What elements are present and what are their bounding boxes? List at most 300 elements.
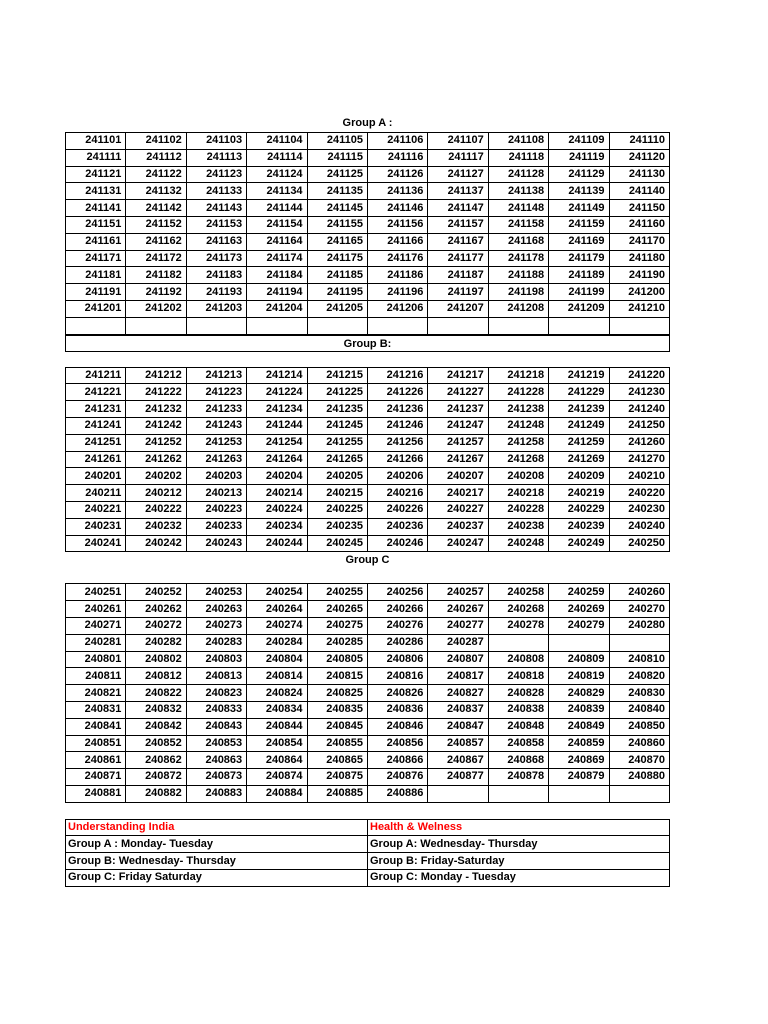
roll-number-cell: 241176 <box>367 250 427 267</box>
roll-number-cell: 240250 <box>609 535 669 552</box>
roll-number-cell: 241174 <box>247 250 307 267</box>
roll-number-cell: 241192 <box>126 284 186 301</box>
roll-number-cell <box>609 785 669 802</box>
roll-number-cell: 240878 <box>488 769 548 786</box>
roll-number-cell: 240836 <box>367 701 427 718</box>
roll-number-cell: 240823 <box>186 685 246 702</box>
group-b-body <box>66 367 670 552</box>
roll-number-cell: 240876 <box>367 769 427 786</box>
roll-number-cell: 241166 <box>367 233 427 250</box>
roll-number-cell: 241172 <box>126 250 186 267</box>
roll-number-cell <box>549 317 609 334</box>
roll-number-cell: 241266 <box>367 451 427 468</box>
roll-number-cell: 241168 <box>488 233 548 250</box>
table-row <box>66 752 670 769</box>
roll-number-cell: 241233 <box>186 401 246 418</box>
roll-number-cell: 240847 <box>428 718 488 735</box>
roll-number-cell: 241259 <box>549 434 609 451</box>
roll-number-cell: 240840 <box>609 701 669 718</box>
roll-number-cell: 240849 <box>549 718 609 735</box>
roll-number-cell: 241260 <box>609 434 669 451</box>
roll-number-cell: 240253 <box>186 584 246 601</box>
roll-number-cell: 241167 <box>428 233 488 250</box>
roll-number-cell <box>307 317 367 334</box>
roll-number-cell: 241163 <box>186 233 246 250</box>
roll-number-cell: 240872 <box>126 769 186 786</box>
roll-number-cell: 240831 <box>66 701 126 718</box>
roll-number-cell: 240877 <box>428 769 488 786</box>
table-row <box>66 485 670 502</box>
roll-number-cell: 241182 <box>126 267 186 284</box>
roll-number-cell: 240802 <box>126 651 186 668</box>
understanding-india-header: Understanding India <box>66 819 368 836</box>
roll-number-cell: 240806 <box>367 651 427 668</box>
roll-number-cell: 241123 <box>186 166 246 183</box>
roll-number-cell: 240281 <box>66 634 126 651</box>
roll-number-cell: 240268 <box>488 601 548 618</box>
roll-number-cell: 241243 <box>186 417 246 434</box>
roll-number-cell: 240243 <box>186 535 246 552</box>
roll-number-cell: 240874 <box>247 769 307 786</box>
roll-number-cell: 240228 <box>488 501 548 518</box>
roll-number-cell: 240266 <box>367 601 427 618</box>
roll-number-cell: 241147 <box>428 200 488 217</box>
table-row <box>66 785 670 802</box>
roll-number-cell: 240203 <box>186 468 246 485</box>
schedule-cell: Group C: Friday Saturday <box>66 870 368 887</box>
table-row <box>66 769 670 786</box>
schedule-row <box>66 853 670 870</box>
table-row <box>66 300 670 317</box>
roll-number-cell: 240821 <box>66 685 126 702</box>
roll-number-cell: 240277 <box>428 617 488 634</box>
roll-number-cell: 240252 <box>126 584 186 601</box>
roll-number-cell: 240815 <box>307 668 367 685</box>
roll-number-cell <box>66 317 126 334</box>
spreadsheet <box>65 115 670 887</box>
roll-number-cell: 240207 <box>428 468 488 485</box>
schedule-table <box>65 819 670 887</box>
roll-number-cell: 241262 <box>126 451 186 468</box>
roll-number-cell: 240885 <box>307 785 367 802</box>
roll-number-cell: 240818 <box>488 668 548 685</box>
roll-number-cell: 241144 <box>247 200 307 217</box>
roll-number-cell: 240853 <box>186 735 246 752</box>
roll-number-cell: 240260 <box>609 584 669 601</box>
roll-number-cell: 241261 <box>66 451 126 468</box>
roll-number-cell: 241208 <box>488 300 548 317</box>
roll-number-cell: 241151 <box>66 216 126 233</box>
roll-number-cell: 240283 <box>186 634 246 651</box>
roll-number-cell <box>488 634 548 651</box>
roll-number-cell: 241201 <box>66 300 126 317</box>
roll-number-cell: 241153 <box>186 216 246 233</box>
roll-number-cell: 240861 <box>66 752 126 769</box>
roll-number-cell: 240866 <box>367 752 427 769</box>
roll-number-cell: 240284 <box>247 634 307 651</box>
roll-number-cell: 240862 <box>126 752 186 769</box>
roll-number-cell: 240242 <box>126 535 186 552</box>
table-row <box>66 317 670 334</box>
roll-number-cell: 240880 <box>609 769 669 786</box>
roll-number-cell: 240804 <box>247 651 307 668</box>
roll-number-cell: 240875 <box>307 769 367 786</box>
table-row <box>66 501 670 518</box>
roll-number-cell: 241135 <box>307 183 367 200</box>
group-a-body <box>66 133 670 335</box>
roll-number-cell: 240206 <box>367 468 427 485</box>
roll-number-cell: 241194 <box>247 284 307 301</box>
roll-number-cell: 241137 <box>428 183 488 200</box>
roll-number-cell: 240851 <box>66 735 126 752</box>
roll-number-cell: 240237 <box>428 518 488 535</box>
roll-number-cell: 241193 <box>186 284 246 301</box>
table-row <box>66 535 670 552</box>
roll-number-cell: 241104 <box>247 133 307 150</box>
roll-number-cell <box>549 785 609 802</box>
roll-number-cell: 240269 <box>549 601 609 618</box>
roll-number-cell: 240222 <box>126 501 186 518</box>
table-row <box>66 584 670 601</box>
roll-number-cell: 240227 <box>428 501 488 518</box>
roll-number-cell: 240261 <box>66 601 126 618</box>
roll-number-cell: 240854 <box>247 735 307 752</box>
roll-number-cell: 240867 <box>428 752 488 769</box>
roll-number-cell: 240258 <box>488 584 548 601</box>
table-row <box>66 601 670 618</box>
roll-number-cell: 241258 <box>488 434 548 451</box>
roll-number-cell: 240833 <box>186 701 246 718</box>
roll-number-cell: 241269 <box>549 451 609 468</box>
roll-number-cell: 241223 <box>186 384 246 401</box>
roll-number-cell: 241203 <box>186 300 246 317</box>
roll-number-cell: 240883 <box>186 785 246 802</box>
roll-number-cell: 241159 <box>549 216 609 233</box>
group-b-table <box>65 367 670 553</box>
schedule-cell: Group B: Friday-Saturday <box>368 853 670 870</box>
roll-number-cell: 241177 <box>428 250 488 267</box>
roll-number-cell: 240274 <box>247 617 307 634</box>
roll-number-cell: 241200 <box>609 284 669 301</box>
roll-number-cell: 240214 <box>247 485 307 502</box>
roll-number-cell: 241235 <box>307 401 367 418</box>
table-row <box>66 468 670 485</box>
roll-number-cell: 241204 <box>247 300 307 317</box>
roll-number-cell: 241112 <box>126 149 186 166</box>
roll-number-cell: 241212 <box>126 367 186 384</box>
roll-number-cell: 240809 <box>549 651 609 668</box>
roll-number-cell: 241257 <box>428 434 488 451</box>
group-a-title: Group A : <box>342 117 393 129</box>
roll-number-cell: 240279 <box>549 617 609 634</box>
roll-number-cell: 241264 <box>247 451 307 468</box>
table-row <box>66 267 670 284</box>
roll-number-cell: 241218 <box>488 367 548 384</box>
roll-number-cell: 240255 <box>307 584 367 601</box>
roll-number-cell: 240204 <box>247 468 307 485</box>
roll-number-cell: 240882 <box>126 785 186 802</box>
roll-number-cell: 241148 <box>488 200 548 217</box>
roll-number-cell: 241155 <box>307 216 367 233</box>
roll-number-cell: 241133 <box>186 183 246 200</box>
roll-number-cell: 240881 <box>66 785 126 802</box>
roll-number-cell: 240842 <box>126 718 186 735</box>
roll-number-cell: 241255 <box>307 434 367 451</box>
roll-number-cell: 241127 <box>428 166 488 183</box>
roll-number-cell: 241215 <box>307 367 367 384</box>
schedule-row <box>66 836 670 853</box>
spacer-row <box>65 352 670 367</box>
roll-number-cell: 241185 <box>307 267 367 284</box>
roll-number-cell: 241240 <box>609 401 669 418</box>
table-row <box>66 250 670 267</box>
roll-number-cell: 241128 <box>488 166 548 183</box>
roll-number-cell: 240231 <box>66 518 126 535</box>
roll-number-cell: 240827 <box>428 685 488 702</box>
roll-number-cell: 240245 <box>307 535 367 552</box>
roll-number-cell: 240224 <box>247 501 307 518</box>
roll-number-cell: 240276 <box>367 617 427 634</box>
roll-number-cell: 241117 <box>428 149 488 166</box>
roll-number-cell: 240209 <box>549 468 609 485</box>
roll-number-cell: 240287 <box>428 634 488 651</box>
schedule-cell: Group A : Monday- Tuesday <box>66 836 368 853</box>
roll-number-cell: 241146 <box>367 200 427 217</box>
roll-number-cell: 240841 <box>66 718 126 735</box>
roll-number-cell: 241158 <box>488 216 548 233</box>
roll-number-cell: 241139 <box>549 183 609 200</box>
roll-number-cell: 240828 <box>488 685 548 702</box>
group-c-title: Group C <box>345 554 390 567</box>
roll-number-cell: 241154 <box>247 216 307 233</box>
roll-number-cell: 240843 <box>186 718 246 735</box>
roll-number-cell: 240839 <box>549 701 609 718</box>
roll-number-cell: 241248 <box>488 417 548 434</box>
roll-number-cell: 241115 <box>307 149 367 166</box>
roll-number-cell: 241124 <box>247 166 307 183</box>
roll-number-cell: 240270 <box>609 601 669 618</box>
roll-number-cell: 241196 <box>367 284 427 301</box>
roll-number-cell: 240220 <box>609 485 669 502</box>
roll-number-cell: 241106 <box>367 133 427 150</box>
roll-number-cell: 240805 <box>307 651 367 668</box>
group-a-table <box>65 132 670 335</box>
roll-number-cell: 241187 <box>428 267 488 284</box>
table-row <box>66 149 670 166</box>
roll-number-cell: 241160 <box>609 216 669 233</box>
roll-number-cell: 241116 <box>367 149 427 166</box>
roll-number-cell: 240864 <box>247 752 307 769</box>
roll-number-cell: 240859 <box>549 735 609 752</box>
roll-number-cell: 240813 <box>186 668 246 685</box>
roll-number-cell: 240852 <box>126 735 186 752</box>
roll-number-cell: 240272 <box>126 617 186 634</box>
roll-number-cell: 240884 <box>247 785 307 802</box>
roll-number-cell: 240205 <box>307 468 367 485</box>
roll-number-cell: 241221 <box>66 384 126 401</box>
roll-number-cell: 240254 <box>247 584 307 601</box>
roll-number-cell: 240808 <box>488 651 548 668</box>
roll-number-cell <box>609 634 669 651</box>
table-row <box>66 735 670 752</box>
roll-number-cell: 240247 <box>428 535 488 552</box>
roll-number-cell: 241214 <box>247 367 307 384</box>
roll-number-cell: 241186 <box>367 267 427 284</box>
table-row <box>66 634 670 651</box>
roll-number-cell: 240832 <box>126 701 186 718</box>
roll-number-cell: 240860 <box>609 735 669 752</box>
roll-number-cell: 241206 <box>367 300 427 317</box>
roll-number-cell: 240886 <box>367 785 427 802</box>
table-row <box>66 166 670 183</box>
roll-number-cell: 240273 <box>186 617 246 634</box>
roll-number-cell: 240241 <box>66 535 126 552</box>
roll-number-cell: 241191 <box>66 284 126 301</box>
roll-number-cell: 240236 <box>367 518 427 535</box>
table-row <box>66 284 670 301</box>
roll-number-cell: 241239 <box>549 401 609 418</box>
roll-number-cell: 241108 <box>488 133 548 150</box>
roll-number-cell: 241179 <box>549 250 609 267</box>
table-row <box>66 668 670 685</box>
roll-number-cell: 240251 <box>66 584 126 601</box>
roll-number-cell: 240868 <box>488 752 548 769</box>
roll-number-cell: 241228 <box>488 384 548 401</box>
roll-number-cell: 240856 <box>367 735 427 752</box>
roll-number-cell <box>428 317 488 334</box>
roll-number-cell: 240239 <box>549 518 609 535</box>
roll-number-cell: 240803 <box>186 651 246 668</box>
table-row <box>66 200 670 217</box>
roll-number-cell: 241251 <box>66 434 126 451</box>
roll-number-cell: 241270 <box>609 451 669 468</box>
roll-number-cell: 240834 <box>247 701 307 718</box>
roll-number-cell: 241227 <box>428 384 488 401</box>
roll-number-cell: 240259 <box>549 584 609 601</box>
roll-number-cell: 241111 <box>66 149 126 166</box>
roll-number-cell: 240844 <box>247 718 307 735</box>
roll-number-cell: 241156 <box>367 216 427 233</box>
roll-number-cell: 240280 <box>609 617 669 634</box>
roll-number-cell: 241141 <box>66 200 126 217</box>
roll-number-cell: 240223 <box>186 501 246 518</box>
roll-number-cell: 241157 <box>428 216 488 233</box>
table-row <box>66 651 670 668</box>
roll-number-cell: 240265 <box>307 601 367 618</box>
roll-number-cell: 240271 <box>66 617 126 634</box>
roll-number-cell: 241173 <box>186 250 246 267</box>
table-row <box>66 685 670 702</box>
roll-number-cell: 240208 <box>488 468 548 485</box>
roll-number-cell: 241236 <box>367 401 427 418</box>
roll-number-cell: 241205 <box>307 300 367 317</box>
roll-number-cell: 240262 <box>126 601 186 618</box>
roll-number-cell: 240244 <box>247 535 307 552</box>
roll-number-cell: 240213 <box>186 485 246 502</box>
roll-number-cell: 241197 <box>428 284 488 301</box>
roll-number-cell: 241183 <box>186 267 246 284</box>
roll-number-cell: 240826 <box>367 685 427 702</box>
table-row <box>66 701 670 718</box>
roll-number-cell: 241209 <box>549 300 609 317</box>
roll-number-cell: 240216 <box>367 485 427 502</box>
roll-number-cell: 241242 <box>126 417 186 434</box>
roll-number-cell: 240219 <box>549 485 609 502</box>
roll-number-cell: 241256 <box>367 434 427 451</box>
table-row <box>66 617 670 634</box>
roll-number-cell: 241189 <box>549 267 609 284</box>
roll-number-cell: 241121 <box>66 166 126 183</box>
roll-number-cell <box>367 317 427 334</box>
roll-number-cell: 240212 <box>126 485 186 502</box>
roll-number-cell: 240240 <box>609 518 669 535</box>
roll-number-cell: 241237 <box>428 401 488 418</box>
roll-number-cell: 241247 <box>428 417 488 434</box>
roll-number-cell: 241162 <box>126 233 186 250</box>
roll-number-cell: 240811 <box>66 668 126 685</box>
roll-number-cell: 240822 <box>126 685 186 702</box>
roll-number-cell: 240226 <box>367 501 427 518</box>
roll-number-cell: 240824 <box>247 685 307 702</box>
roll-number-cell: 241246 <box>367 417 427 434</box>
roll-number-cell: 241165 <box>307 233 367 250</box>
roll-number-cell: 241217 <box>428 367 488 384</box>
roll-number-cell: 241190 <box>609 267 669 284</box>
table-row <box>66 718 670 735</box>
roll-number-cell: 241249 <box>549 417 609 434</box>
table-row <box>66 451 670 468</box>
roll-number-cell: 241107 <box>428 133 488 150</box>
roll-number-cell: 241113 <box>186 149 246 166</box>
roll-number-cell: 241129 <box>549 166 609 183</box>
roll-number-cell: 240850 <box>609 718 669 735</box>
roll-number-cell: 241119 <box>549 149 609 166</box>
roll-number-cell: 240812 <box>126 668 186 685</box>
roll-number-cell: 240202 <box>126 468 186 485</box>
roll-number-cell: 240873 <box>186 769 246 786</box>
roll-number-cell: 240215 <box>307 485 367 502</box>
roll-number-cell: 241207 <box>428 300 488 317</box>
roll-number-cell: 240225 <box>307 501 367 518</box>
roll-number-cell: 241110 <box>609 133 669 150</box>
roll-number-cell: 241188 <box>488 267 548 284</box>
roll-number-cell: 241114 <box>247 149 307 166</box>
roll-number-cell <box>247 317 307 334</box>
roll-number-cell: 240235 <box>307 518 367 535</box>
roll-number-cell: 241171 <box>66 250 126 267</box>
roll-number-cell: 240218 <box>488 485 548 502</box>
roll-number-cell: 241138 <box>488 183 548 200</box>
roll-number-cell: 240810 <box>609 651 669 668</box>
roll-number-cell: 241253 <box>186 434 246 451</box>
roll-number-cell: 240858 <box>488 735 548 752</box>
roll-number-cell: 241134 <box>247 183 307 200</box>
roll-number-cell <box>126 317 186 334</box>
roll-number-cell: 241226 <box>367 384 427 401</box>
roll-number-cell: 241211 <box>66 367 126 384</box>
roll-number-cell: 240845 <box>307 718 367 735</box>
roll-number-cell: 240817 <box>428 668 488 685</box>
table-row <box>66 401 670 418</box>
roll-number-cell: 241164 <box>247 233 307 250</box>
roll-number-cell: 240835 <box>307 701 367 718</box>
roll-number-cell: 240820 <box>609 668 669 685</box>
roll-number-cell: 240234 <box>247 518 307 535</box>
roll-number-cell: 241213 <box>186 367 246 384</box>
roll-number-cell: 240286 <box>367 634 427 651</box>
roll-number-cell: 241149 <box>549 200 609 217</box>
roll-number-cell: 241120 <box>609 149 669 166</box>
